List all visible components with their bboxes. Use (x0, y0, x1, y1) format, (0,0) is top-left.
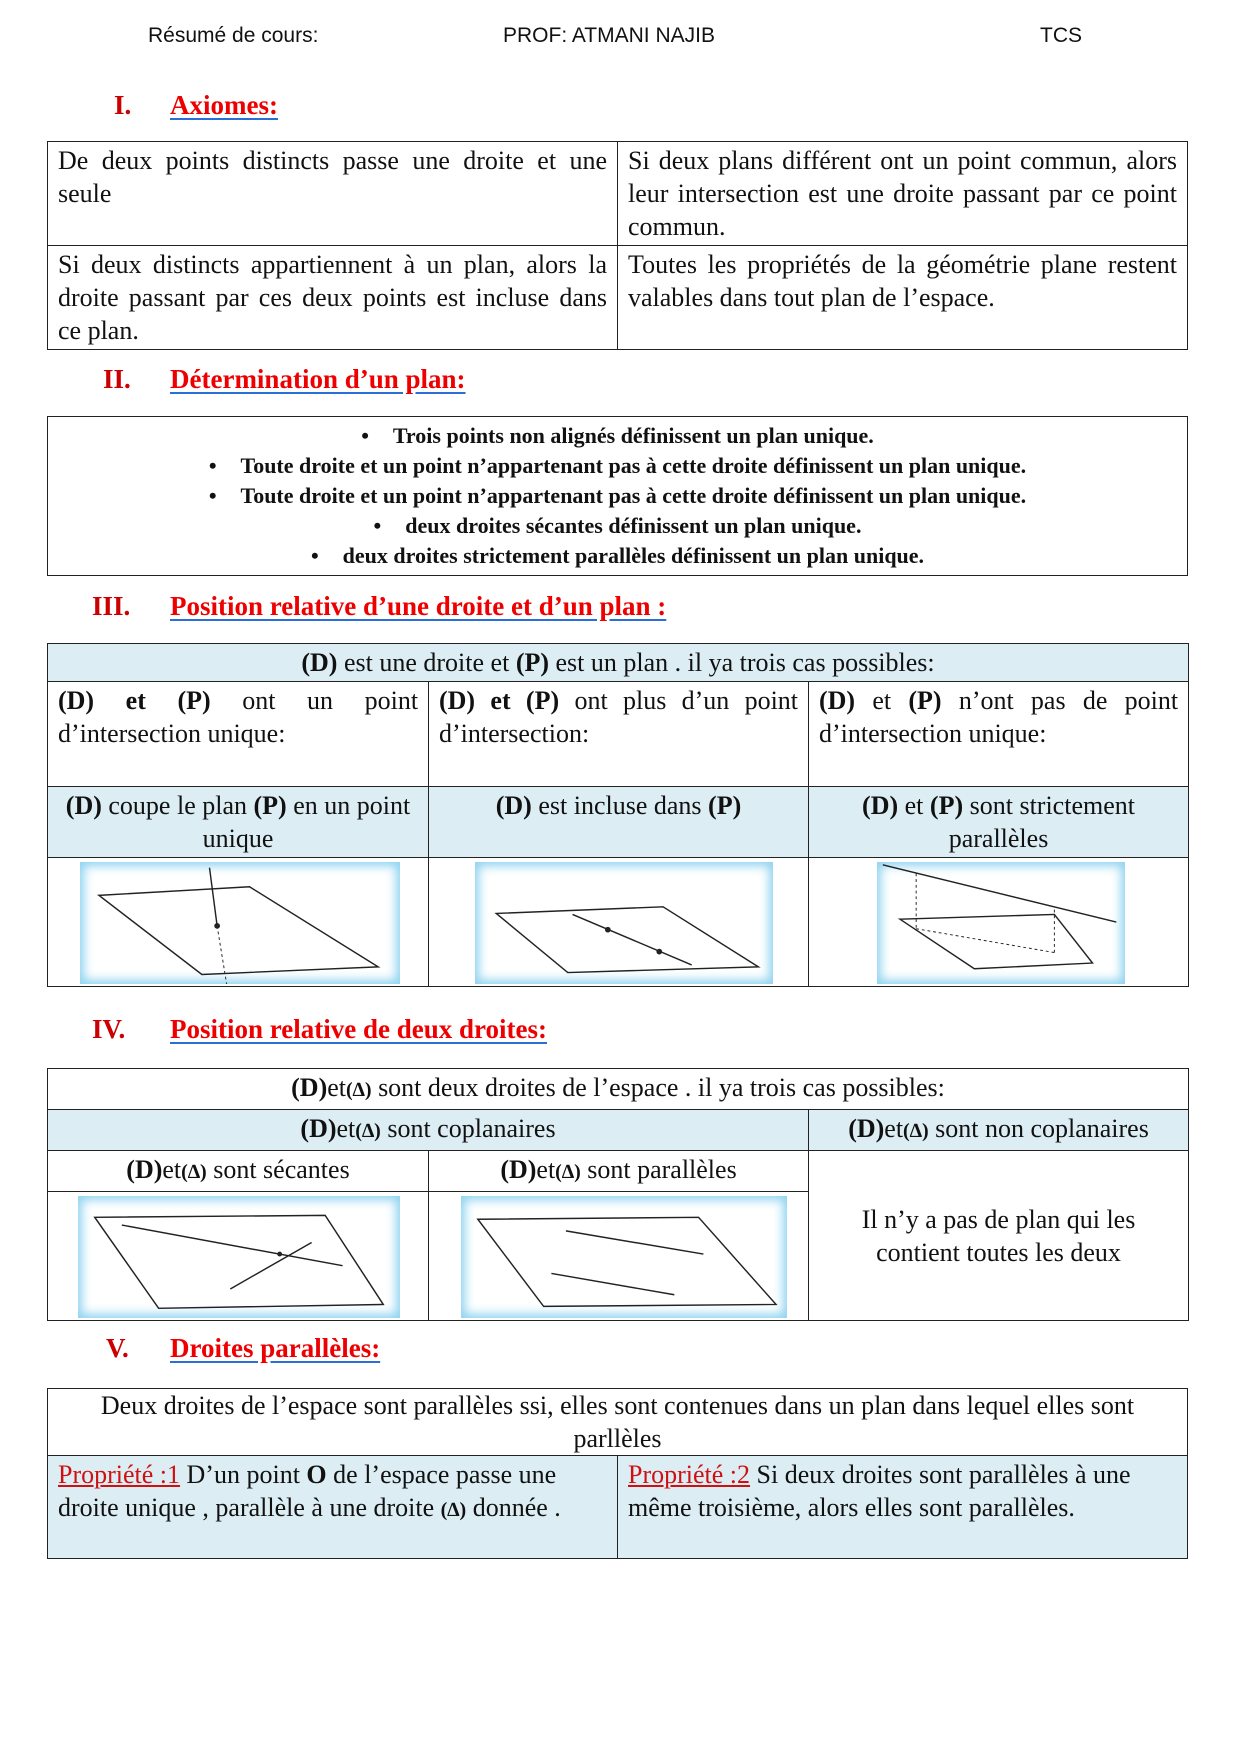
section-2-heading (0, 364, 800, 400)
noncoplanar-header: (D)et(∆) sont non coplanaires (809, 1110, 1189, 1151)
plan-list (48, 417, 1187, 575)
section-3-heading (0, 591, 900, 627)
section-5-heading (0, 1333, 800, 1369)
line-in-plane-diagram (475, 862, 773, 984)
section-title: Position relative de deux droites: (170, 1014, 547, 1044)
section-number: V. (106, 1333, 129, 1363)
section-number: III. (92, 591, 131, 621)
plane-line-secant-diagram (80, 862, 400, 984)
figure-included (475, 862, 773, 984)
axiome-cell: Toutes les propriétés de la géométrie plane restent valables dans tout plan de l’espace. (618, 246, 1188, 350)
intro-row: (D) est une droite et (P) est un plan . il ya trois cas possibles: (48, 644, 1189, 682)
section-4-heading (0, 1014, 800, 1050)
propriete-1-label: Propriété :1 (58, 1460, 181, 1489)
header-center: PROF: ATMANI NAJIB (503, 24, 715, 47)
coplanar-header: (D)et(∆) sont coplanaires (48, 1110, 809, 1151)
parallel-lines-diagram (461, 1196, 787, 1318)
case-2-cell: (D) et (P) ont plus d’un point d’intersection: (429, 682, 809, 787)
intro-row: (D)et(∆) sont deux droites de l’espace . il ya trois cas possibles: (48, 1069, 1189, 1110)
case-3-cell: (D) et (P) n’ont pas de point d’intersection unique: (809, 682, 1189, 787)
header-right: TCS (1040, 24, 1082, 47)
axiomes-table (47, 141, 1188, 350)
header-left: Résumé de cours: (148, 24, 319, 47)
list-item: • deux droites sécantes définissent un plan unique. (373, 513, 862, 538)
figure-cell (48, 858, 429, 987)
deux-droites-table (47, 1068, 1189, 1321)
propriete-2-label: Propriété :2 (628, 1460, 751, 1489)
plan-table (47, 416, 1188, 576)
section-number: II. (103, 364, 131, 394)
figure-cell (48, 1192, 429, 1321)
axiome-cell: De deux points distincts passe une droite et une seule (48, 142, 618, 246)
propriete-2-cell: Propriété :2 Si deux droites sont parallèles à une même troisième, alors elles sont parallèles. (618, 1456, 1188, 1559)
result-3-cell: (D) et (P) sont strictement parallèles (809, 787, 1189, 858)
line-parallel-plane-diagram (877, 862, 1125, 984)
propriete-1-cell: Propriété :1 D’un point O de l’espace passe une droite unique , parallèle à une droite (∆) donnée . (48, 1456, 618, 1559)
section-title: Détermination d’un plan: (170, 364, 466, 394)
section-number: IV. (92, 1014, 126, 1044)
section-title: Position relative d’une droite et d’un plan : (170, 591, 667, 621)
figure-cell (429, 1192, 809, 1321)
secantes-header: (D)et(∆) sont sécantes (48, 1151, 429, 1192)
section-number: I. (114, 90, 132, 120)
case-1-cell: (D) et (P) ont un point d’intersection unique: (48, 682, 429, 787)
figure-secantes (78, 1196, 400, 1318)
section-title: Droites parallèles: (170, 1333, 381, 1363)
figure-cell (809, 858, 1189, 987)
figure-secant (80, 862, 400, 984)
list-item: • Toute droite et un point n’appartenant pas à cette droite définissent un plan unique. (208, 483, 1027, 508)
figure-paralleles (461, 1196, 787, 1318)
list-item: • Toute droite et un point n’appartenant pas à cette droite définissent un plan unique. (208, 453, 1027, 478)
droites-paralleles-table (47, 1388, 1188, 1559)
secant-lines-diagram (78, 1196, 400, 1318)
axiome-cell: Si deux plans différent ont un point commun, alors leur intersection est une droite passant par ce point commun. (618, 142, 1188, 246)
result-2-cell: (D) est incluse dans (P) (429, 787, 809, 858)
section-title: Axiomes: (170, 90, 278, 120)
list-item: • Trois points non alignés définissent un plan unique. (361, 423, 874, 448)
noncoplanar-cell: Il n’y a pas de plan qui les contient toutes les deux (809, 1151, 1189, 1321)
result-1-cell: (D) coupe le plan (P) en un point unique (48, 787, 429, 858)
figure-cell (429, 858, 809, 987)
figure-parallel (877, 862, 1125, 984)
definition-cell: Deux droites de l’espace sont parallèles ssi, elles sont contenues dans un plan dans lequel elles sont parllèles (48, 1389, 1188, 1456)
axiome-cell: Si deux distincts appartiennent à un plan, alors la droite passant par ces deux points est incluse dans ce plan. (48, 246, 618, 350)
list-item: • deux droites strictement parallèles définissent un plan unique. (310, 543, 925, 568)
droite-plan-table (47, 643, 1189, 987)
paralleles-header: (D)et(∆) sont parallèles (429, 1151, 809, 1192)
section-1-heading (0, 90, 700, 126)
